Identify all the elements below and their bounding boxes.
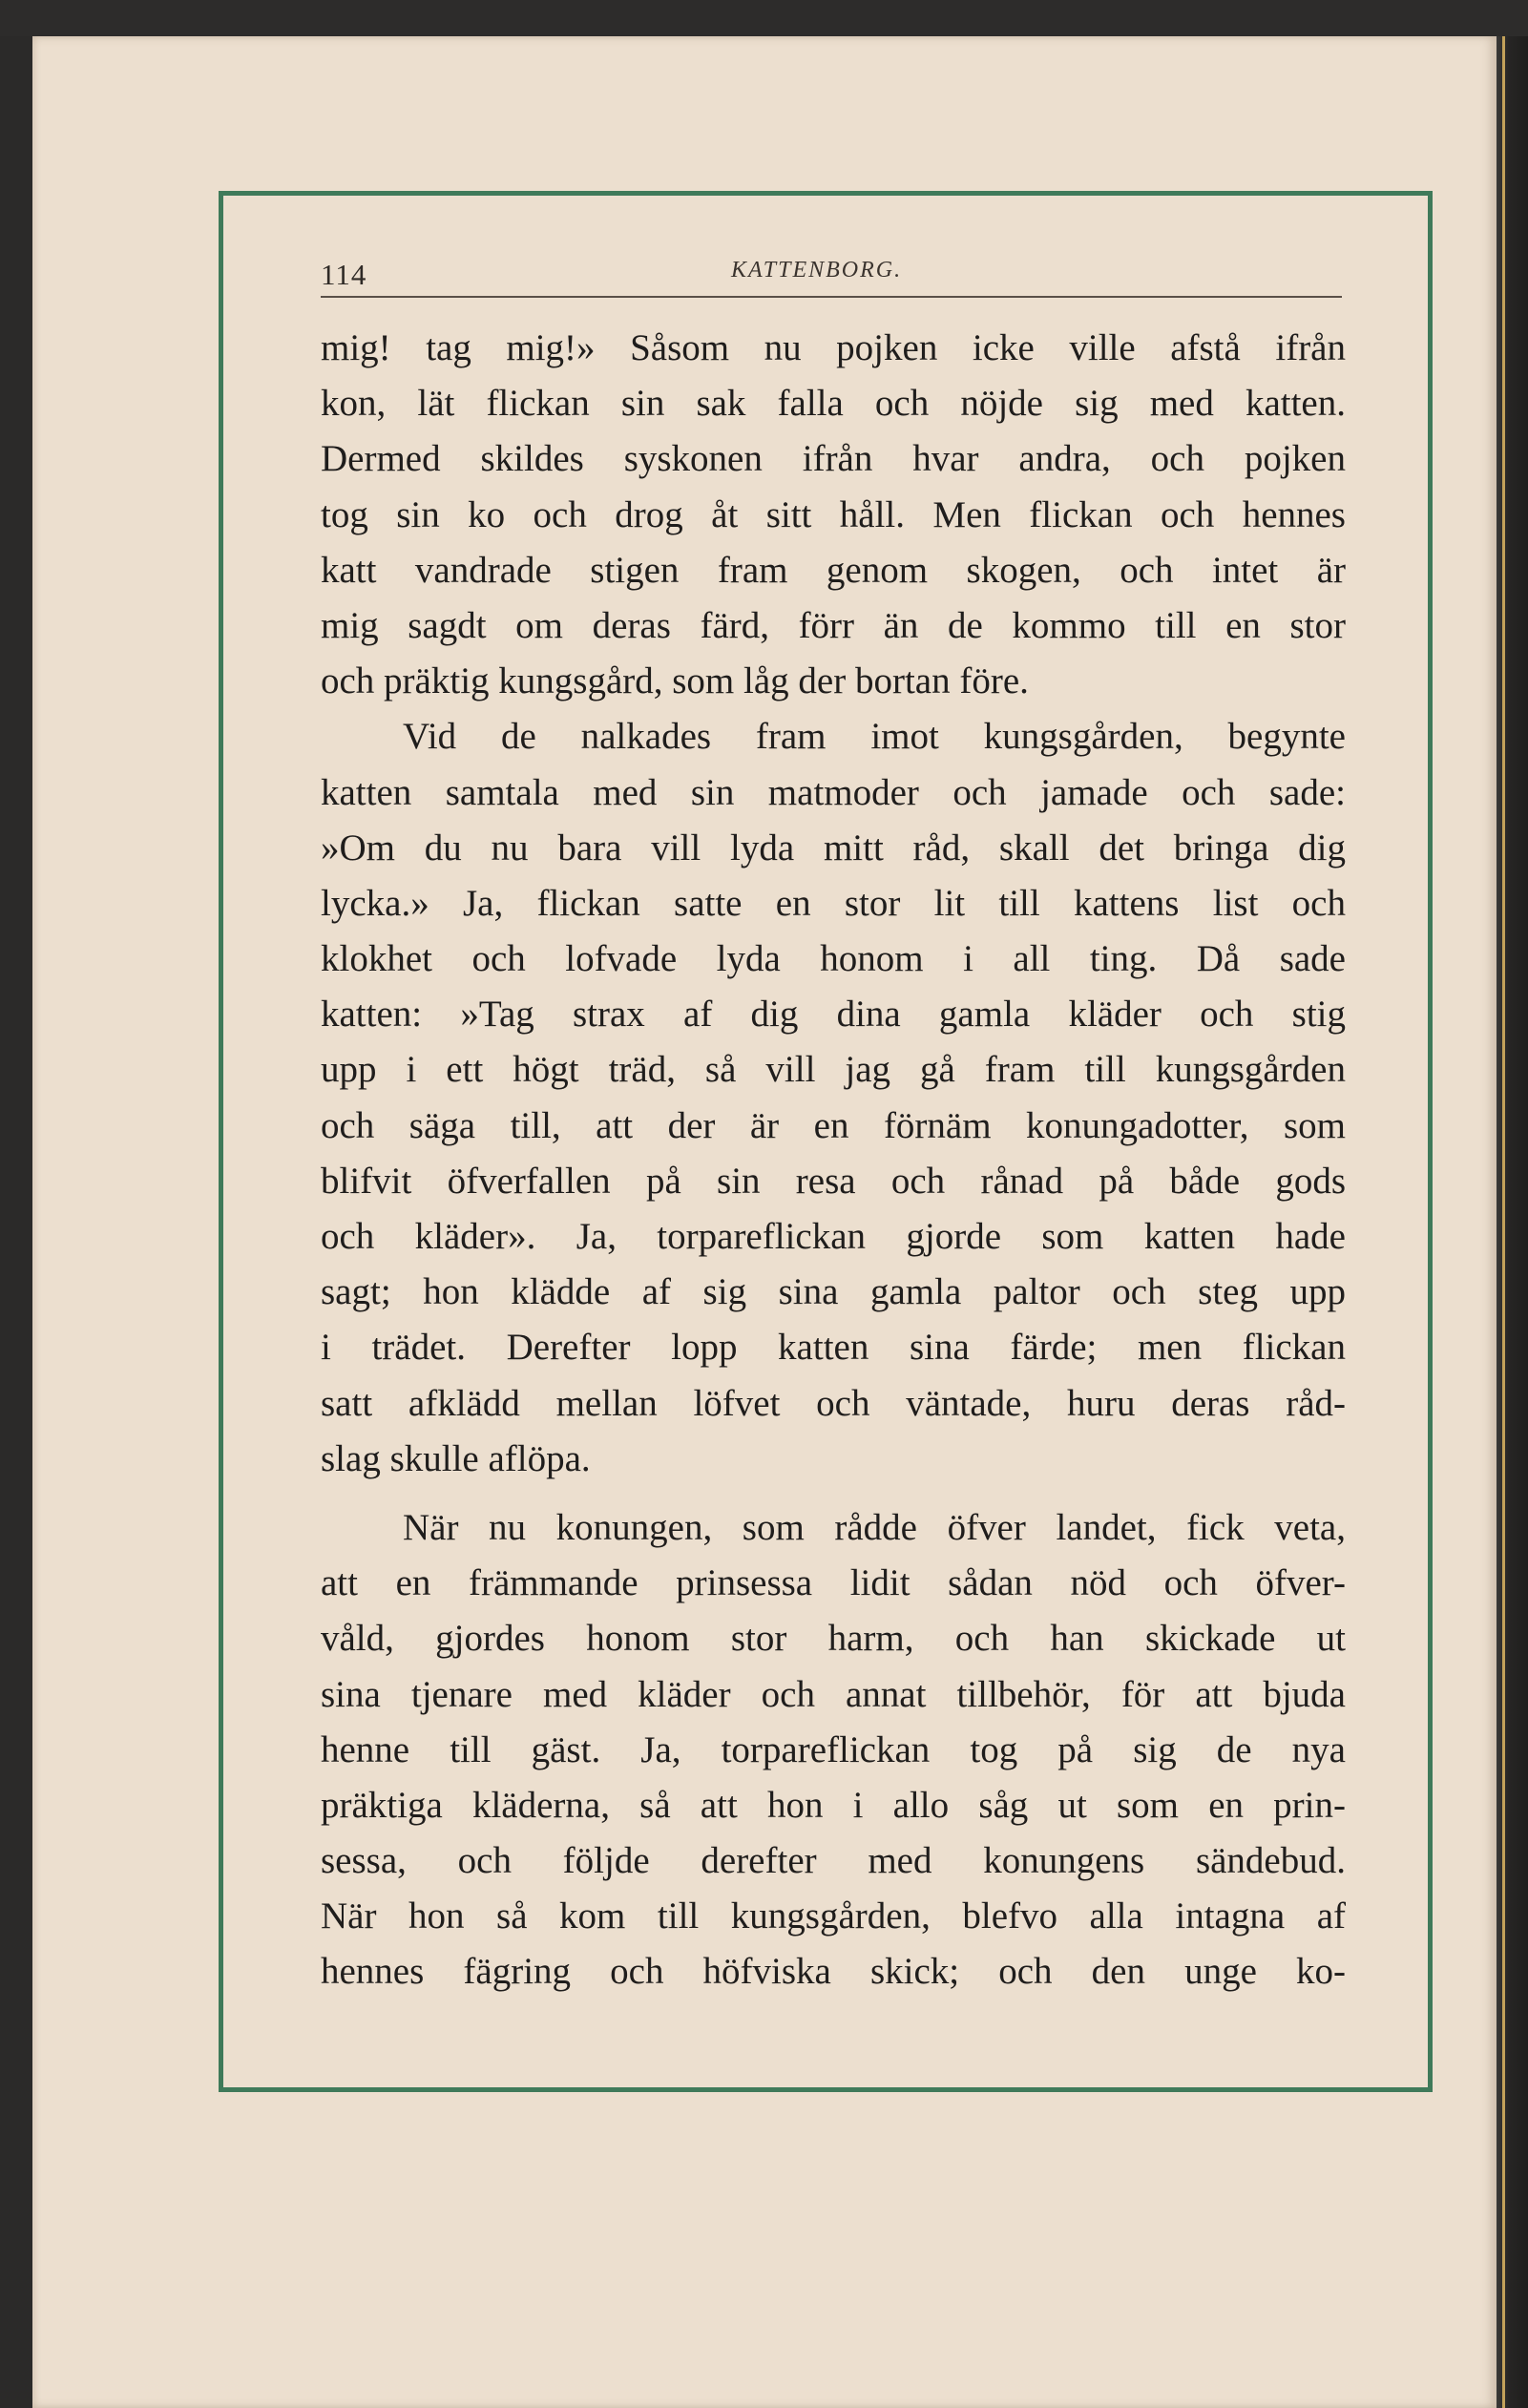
text-line: mig sagdt om deras färd, förr än de kommo till en stor xyxy=(321,604,1346,646)
page-number: 114 xyxy=(321,258,367,291)
text-line: att en främmande prinsessa lidit sådan nöd och öfver- xyxy=(321,1562,1346,1604)
text-line: och präktig kungsgård, som låg der bortan före. xyxy=(321,660,1029,702)
scan-background-top xyxy=(0,0,1528,36)
text-line: kon, lät flickan sin sak falla och nöjde sig med katten. xyxy=(321,383,1346,425)
text-line: hennes fägring och höfviska skick; och den unge ko- xyxy=(321,1951,1346,1993)
text-line: våld, gjordes honom stor harm, och han skickade ut xyxy=(321,1618,1346,1660)
text-line: i trädet. Derefter lopp katten sina färde; men flickan xyxy=(321,1327,1346,1369)
text-line: sagt; hon klädde af sig sina gamla paltor och steg upp xyxy=(321,1271,1346,1313)
text-line: tog sin ko och drog åt sitt håll. Men flickan och hennes xyxy=(321,493,1346,535)
text-line: När nu konungen, som rådde öfver landet, fick veta, xyxy=(403,1506,1346,1548)
text-line: präktiga kläderna, så att hon i allo såg ut som en prin- xyxy=(321,1784,1346,1826)
running-head xyxy=(321,250,1342,298)
text-line: katten: »Tag strax af dig dina gamla kläder och stig xyxy=(321,994,1346,1036)
running-title: KATTENBORG. xyxy=(731,258,903,283)
text-line: mig! tag mig!» Såsom nu pojken icke ville afstå ifrån xyxy=(321,327,1346,368)
text-line: och kläder». Ja, torpareflickan gjorde som katten hade xyxy=(321,1216,1346,1257)
text-line: klokhet och lofvade lyda honom i all ting. Då sade xyxy=(321,938,1346,980)
text-line: sina tjenare med kläder och annat tillbehör, för att bjuda xyxy=(321,1673,1346,1715)
text-line: Vid de nalkades fram imot kungsgården, begynte xyxy=(403,716,1346,758)
text-line: satt afklädd mellan löfvet och väntade, huru deras råd- xyxy=(321,1382,1346,1424)
text-line: katt vandrade stigen fram genom skogen, och intet är xyxy=(321,549,1346,591)
text-line: lycka.» Ja, flickan satte en stor lit till kattens list och xyxy=(321,882,1346,924)
text-line: sessa, och följde derefter med konungens sändebud. xyxy=(321,1840,1346,1882)
text-line: slag skulle aflöpa. xyxy=(321,1437,591,1479)
text-line: upp i ett högt träd, så vill jag gå fram till kungsgården xyxy=(321,1049,1346,1091)
text-line: katten samtala med sin matmoder och jamade och sade: xyxy=(321,771,1346,813)
text-line: blifvit öfverfallen på sin resa och rånad på både gods xyxy=(321,1160,1346,1202)
text-line: Dermed skildes syskonen ifrån hvar andra, och pojken xyxy=(321,438,1346,480)
text-line: och säga till, att der är en förnäm konungadotter, som xyxy=(321,1104,1346,1146)
text-line: »Om du nu bara vill lyda mitt råd, skall det bringa dig xyxy=(321,827,1346,869)
edge-gold-rule xyxy=(1502,36,1505,2408)
body-text xyxy=(321,321,1346,2000)
page-edge-right xyxy=(1497,36,1528,2408)
text-line: När hon så kom till kungsgården, blefvo alla intagna af xyxy=(321,1895,1346,1937)
text-line: henne till gäst. Ja, torpareflickan tog på sig de nya xyxy=(321,1728,1346,1770)
